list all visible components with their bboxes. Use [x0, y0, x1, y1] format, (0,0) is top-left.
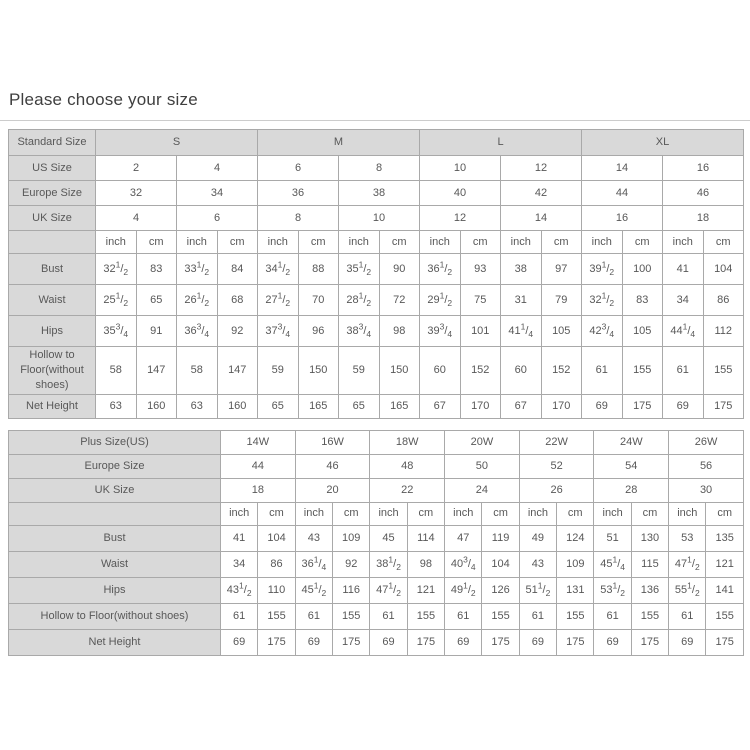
measure-value-cell: $49^1/_2$	[445, 577, 482, 603]
size-value-cell: 18	[663, 206, 744, 231]
measure-value-cell: 155	[706, 603, 744, 629]
size-value-cell: 6	[177, 206, 258, 231]
unit-label-cell: cm	[258, 502, 295, 525]
size-value-cell: 8	[339, 156, 420, 181]
measure-value-cell: $37^3/_4$	[258, 316, 299, 347]
size-group-cell: L	[420, 130, 582, 156]
unit-label-cell: inch	[669, 502, 706, 525]
measure-value-cell: $45^1/_4$	[594, 551, 631, 577]
size-value-cell: 42	[501, 181, 582, 206]
measure-value-cell: 93	[460, 254, 501, 285]
table-row	[9, 285, 744, 316]
measure-value-cell: 38	[501, 254, 542, 285]
measure-value-cell: 83	[622, 285, 663, 316]
measure-value-cell: 109	[557, 551, 594, 577]
unit-label-cell: inch	[370, 502, 407, 525]
row-label-cell: Europe Size	[9, 454, 221, 478]
size-value-cell: 30	[669, 478, 744, 502]
row-label-cell: Net Height	[9, 629, 221, 655]
size-value-cell: 4	[96, 206, 177, 231]
measure-value-cell: 86	[258, 551, 295, 577]
size-value-cell: 4	[177, 156, 258, 181]
measure-value-cell: 79	[541, 285, 582, 316]
measure-value-cell: 41	[663, 254, 704, 285]
size-value-cell: 22	[370, 478, 445, 502]
measure-value-cell: 152	[460, 347, 501, 395]
measure-value-cell: 41	[221, 525, 258, 551]
unit-label-cell: cm	[482, 502, 519, 525]
measure-value-cell: 60	[420, 347, 461, 395]
measure-value-cell: 100	[622, 254, 663, 285]
table-row	[9, 502, 744, 525]
measure-value-cell: 98	[407, 551, 444, 577]
measure-value-cell: 83	[136, 254, 177, 285]
size-value-cell: 44	[582, 181, 663, 206]
measure-value-cell: 155	[258, 603, 295, 629]
measure-value-cell: 69	[594, 629, 631, 655]
measure-value-cell: $36^3/_4$	[177, 316, 218, 347]
row-label-cell: Europe Size	[9, 181, 96, 206]
measure-value-cell: 155	[333, 603, 370, 629]
measure-value-cell: 109	[333, 525, 370, 551]
size-value-cell: 46	[663, 181, 744, 206]
measure-value-cell: 165	[379, 394, 420, 418]
standard-size-table	[8, 129, 744, 419]
measure-value-cell: $41^1/_4$	[501, 316, 542, 347]
measure-value-cell: 69	[663, 394, 704, 418]
plus-table-body	[9, 430, 744, 655]
unit-label-cell: inch	[594, 502, 631, 525]
unit-label-cell: inch	[501, 231, 542, 254]
measure-value-cell: 170	[460, 394, 501, 418]
size-group-cell: XL	[582, 130, 744, 156]
table-row	[9, 430, 744, 454]
measure-value-cell: 124	[557, 525, 594, 551]
table-row	[9, 394, 744, 418]
measure-value-cell: 155	[557, 603, 594, 629]
measure-value-cell: 84	[217, 254, 258, 285]
measure-value-cell: 34	[221, 551, 258, 577]
measure-value-cell: 175	[622, 394, 663, 418]
size-value-cell: 20	[295, 478, 370, 502]
measure-value-cell: 97	[541, 254, 582, 285]
measure-value-cell: 69	[295, 629, 332, 655]
measure-value-cell: 136	[631, 577, 668, 603]
measure-value-cell: $47^1/_2$	[370, 577, 407, 603]
size-value-cell: 32	[96, 181, 177, 206]
size-value-cell: 14W	[221, 430, 296, 454]
measure-value-cell: 175	[631, 629, 668, 655]
measure-value-cell: 61	[594, 603, 631, 629]
measure-value-cell: 69	[519, 629, 556, 655]
measure-value-cell: 69	[582, 394, 623, 418]
measure-value-cell: 155	[631, 603, 668, 629]
measure-value-cell: $39^3/_4$	[420, 316, 461, 347]
measure-value-cell: 175	[706, 629, 744, 655]
unit-label-cell: inch	[221, 502, 258, 525]
measure-value-cell: 116	[333, 577, 370, 603]
measure-value-cell: $36^1/_4$	[295, 551, 332, 577]
size-group-cell: S	[96, 130, 258, 156]
measure-value-cell: 112	[703, 316, 744, 347]
measure-value-cell: $44^1/_4$	[663, 316, 704, 347]
unit-label-cell: cm	[407, 502, 444, 525]
measure-value-cell: $36^1/_2$	[420, 254, 461, 285]
measure-value-cell: 86	[703, 285, 744, 316]
measure-value-cell: 61	[519, 603, 556, 629]
unit-label-cell: inch	[420, 231, 461, 254]
measure-value-cell: $39^1/_2$	[582, 254, 623, 285]
measure-value-cell: $32^1/_2$	[582, 285, 623, 316]
measure-value-cell: $40^3/_4$	[445, 551, 482, 577]
measure-value-cell: 155	[703, 347, 744, 395]
size-group-cell: M	[258, 130, 420, 156]
table-row	[9, 603, 744, 629]
size-value-cell: 6	[258, 156, 339, 181]
unit-label-cell: inch	[519, 502, 556, 525]
measure-value-cell: 67	[501, 394, 542, 418]
table-row	[9, 629, 744, 655]
measure-value-cell: $53^1/_2$	[594, 577, 631, 603]
measure-value-cell: 135	[706, 525, 744, 551]
table-row	[9, 478, 744, 502]
measure-value-cell: 63	[96, 394, 137, 418]
unit-label-cell: inch	[258, 231, 299, 254]
unit-label-cell: cm	[298, 231, 339, 254]
measure-value-cell: 91	[136, 316, 177, 347]
measure-value-cell: 61	[669, 603, 706, 629]
size-value-cell: 46	[295, 454, 370, 478]
measure-value-cell: 90	[379, 254, 420, 285]
unit-label-cell: inch	[177, 231, 218, 254]
measure-value-cell: 98	[379, 316, 420, 347]
measure-value-cell: 63	[177, 394, 218, 418]
table-row	[9, 130, 744, 156]
measure-value-cell: 51	[594, 525, 631, 551]
measure-value-cell: 152	[541, 347, 582, 395]
size-value-cell: 20W	[445, 430, 520, 454]
measure-value-cell: 115	[631, 551, 668, 577]
size-value-cell: 16	[582, 206, 663, 231]
size-value-cell: 12	[501, 156, 582, 181]
row-label-cell: Bust	[9, 254, 96, 285]
measure-value-cell: 67	[420, 394, 461, 418]
measure-value-cell: $33^1/_2$	[177, 254, 218, 285]
table-row	[9, 181, 744, 206]
measure-value-cell: 175	[407, 629, 444, 655]
row-label-cell: Waist	[9, 551, 221, 577]
measure-value-cell: 119	[482, 525, 519, 551]
measure-value-cell: 110	[258, 577, 295, 603]
measure-value-cell: 155	[622, 347, 663, 395]
measure-value-cell: 170	[541, 394, 582, 418]
unit-label-cell: cm	[706, 502, 744, 525]
measure-value-cell: 121	[407, 577, 444, 603]
measure-value-cell: 175	[258, 629, 295, 655]
measure-value-cell: $34^1/_2$	[258, 254, 299, 285]
row-label-cell: Hips	[9, 577, 221, 603]
measure-value-cell: 75	[460, 285, 501, 316]
unit-label-cell: inch	[582, 231, 623, 254]
measure-value-cell: 61	[370, 603, 407, 629]
measure-value-cell: $32^1/_2$	[96, 254, 137, 285]
size-value-cell: 22W	[519, 430, 594, 454]
row-label-cell: Hips	[9, 316, 96, 347]
measure-value-cell: 155	[407, 603, 444, 629]
measure-value-cell: 60	[501, 347, 542, 395]
unit-label-cell: cm	[622, 231, 663, 254]
unit-label-cell: cm	[541, 231, 582, 254]
unit-row-corner-cell	[9, 502, 221, 525]
measure-value-cell: 175	[557, 629, 594, 655]
measure-value-cell: 150	[379, 347, 420, 395]
measure-value-cell: $38^1/_2$	[370, 551, 407, 577]
page-title: Please choose your size	[9, 90, 198, 109]
size-value-cell: 40	[420, 181, 501, 206]
row-label-cell: Hollow to Floor(without shoes)	[9, 347, 96, 395]
measure-value-cell: 45	[370, 525, 407, 551]
measure-value-cell: 130	[631, 525, 668, 551]
measure-value-cell: 155	[482, 603, 519, 629]
unit-label-cell: cm	[136, 231, 177, 254]
row-label-cell: Plus Size(US)	[9, 430, 221, 454]
size-value-cell: 8	[258, 206, 339, 231]
size-value-cell: 14	[501, 206, 582, 231]
measure-value-cell: 147	[136, 347, 177, 395]
table-row	[9, 206, 744, 231]
row-label-cell: US Size	[9, 156, 96, 181]
table-row	[9, 525, 744, 551]
size-value-cell: 52	[519, 454, 594, 478]
unit-label-cell: inch	[339, 231, 380, 254]
measure-value-cell: $51^1/_2$	[519, 577, 556, 603]
standard-table-body	[9, 130, 744, 419]
measure-value-cell: 160	[217, 394, 258, 418]
size-value-cell: 10	[339, 206, 420, 231]
table-row	[9, 156, 744, 181]
measure-value-cell: $29^1/_2$	[420, 285, 461, 316]
row-label-cell: Waist	[9, 285, 96, 316]
measure-value-cell: 88	[298, 254, 339, 285]
size-value-cell: 24	[445, 478, 520, 502]
unit-label-cell: inch	[663, 231, 704, 254]
table-row	[9, 254, 744, 285]
measure-value-cell: 160	[136, 394, 177, 418]
measure-value-cell: 69	[445, 629, 482, 655]
size-value-cell: 26W	[669, 430, 744, 454]
measure-value-cell: 53	[669, 525, 706, 551]
unit-label-cell: inch	[295, 502, 332, 525]
size-value-cell: 44	[221, 454, 296, 478]
measure-value-cell: 92	[333, 551, 370, 577]
measure-value-cell: 70	[298, 285, 339, 316]
measure-value-cell: 43	[295, 525, 332, 551]
size-value-cell: 16W	[295, 430, 370, 454]
size-value-cell: 12	[420, 206, 501, 231]
divider	[0, 120, 750, 121]
table-row	[9, 347, 744, 395]
table-row	[9, 316, 744, 347]
measure-value-cell: 61	[582, 347, 623, 395]
measure-value-cell: 121	[706, 551, 744, 577]
measure-value-cell: 43	[519, 551, 556, 577]
table-row	[9, 454, 744, 478]
measure-value-cell: 165	[298, 394, 339, 418]
measure-value-cell: 59	[339, 347, 380, 395]
table-row	[9, 551, 744, 577]
measure-value-cell: 65	[136, 285, 177, 316]
size-value-cell: 28	[594, 478, 669, 502]
measure-value-cell: 141	[706, 577, 744, 603]
unit-label-cell: cm	[379, 231, 420, 254]
size-value-cell: 2	[96, 156, 177, 181]
row-label-cell: Bust	[9, 525, 221, 551]
measure-value-cell: 175	[482, 629, 519, 655]
size-value-cell: 10	[420, 156, 501, 181]
unit-label-cell: cm	[460, 231, 501, 254]
row-label-cell: UK Size	[9, 478, 221, 502]
measure-value-cell: $55^1/_2$	[669, 577, 706, 603]
measure-value-cell: 68	[217, 285, 258, 316]
measure-value-cell: 104	[258, 525, 295, 551]
unit-label-cell: inch	[96, 231, 137, 254]
unit-label-cell: cm	[631, 502, 668, 525]
measure-value-cell: 59	[258, 347, 299, 395]
row-label-cell: Hollow to Floor(without shoes)	[9, 603, 221, 629]
size-value-cell: 14	[582, 156, 663, 181]
unit-label-cell: cm	[217, 231, 258, 254]
measure-value-cell: $42^3/_4$	[582, 316, 623, 347]
table-row	[9, 231, 744, 254]
measure-value-cell: 114	[407, 525, 444, 551]
measure-value-cell: 61	[663, 347, 704, 395]
unit-label-cell: cm	[333, 502, 370, 525]
measure-value-cell: 101	[460, 316, 501, 347]
measure-value-cell: 104	[703, 254, 744, 285]
measure-value-cell: 175	[333, 629, 370, 655]
measure-value-cell: $27^1/_2$	[258, 285, 299, 316]
plus-size-table	[8, 430, 744, 656]
measure-value-cell: $25^1/_2$	[96, 285, 137, 316]
size-value-cell: 16	[663, 156, 744, 181]
measure-value-cell: 96	[298, 316, 339, 347]
measure-value-cell: 69	[221, 629, 258, 655]
size-value-cell: 48	[370, 454, 445, 478]
measure-value-cell: 34	[663, 285, 704, 316]
measure-value-cell: $35^3/_4$	[96, 316, 137, 347]
unit-label-cell: cm	[557, 502, 594, 525]
table-corner-cell: Standard Size	[9, 130, 96, 156]
size-value-cell: 36	[258, 181, 339, 206]
measure-value-cell: 150	[298, 347, 339, 395]
measure-value-cell: 58	[96, 347, 137, 395]
size-value-cell: 50	[445, 454, 520, 478]
measure-value-cell: 31	[501, 285, 542, 316]
measure-value-cell: 72	[379, 285, 420, 316]
measure-value-cell: $38^3/_4$	[339, 316, 380, 347]
measure-value-cell: $45^1/_2$	[295, 577, 332, 603]
row-label-cell: UK Size	[9, 206, 96, 231]
measure-value-cell: 175	[703, 394, 744, 418]
row-label-cell: Net Height	[9, 394, 96, 418]
measure-value-cell: 61	[295, 603, 332, 629]
measure-value-cell: 61	[221, 603, 258, 629]
size-value-cell: 38	[339, 181, 420, 206]
measure-value-cell: 49	[519, 525, 556, 551]
measure-value-cell: 65	[258, 394, 299, 418]
measure-value-cell: 105	[622, 316, 663, 347]
measure-value-cell: 69	[370, 629, 407, 655]
size-value-cell: 24W	[594, 430, 669, 454]
size-value-cell: 26	[519, 478, 594, 502]
size-value-cell: 34	[177, 181, 258, 206]
measure-value-cell: 47	[445, 525, 482, 551]
size-value-cell: 18	[221, 478, 296, 502]
size-value-cell: 54	[594, 454, 669, 478]
measure-value-cell: 65	[339, 394, 380, 418]
measure-value-cell: $35^1/_2$	[339, 254, 380, 285]
size-value-cell: 18W	[370, 430, 445, 454]
measure-value-cell: 147	[217, 347, 258, 395]
measure-value-cell: $26^1/_2$	[177, 285, 218, 316]
unit-row-corner-cell	[9, 231, 96, 254]
measure-value-cell: $47^1/_2$	[669, 551, 706, 577]
measure-value-cell: $28^1/_2$	[339, 285, 380, 316]
size-value-cell: 56	[669, 454, 744, 478]
unit-label-cell: inch	[445, 502, 482, 525]
measure-value-cell: 126	[482, 577, 519, 603]
unit-label-cell: cm	[703, 231, 744, 254]
measure-value-cell: 69	[669, 629, 706, 655]
measure-value-cell: 131	[557, 577, 594, 603]
measure-value-cell: $43^1/_2$	[221, 577, 258, 603]
measure-value-cell: 105	[541, 316, 582, 347]
measure-value-cell: 58	[177, 347, 218, 395]
measure-value-cell: 92	[217, 316, 258, 347]
table-row	[9, 577, 744, 603]
measure-value-cell: 61	[445, 603, 482, 629]
measure-value-cell: 104	[482, 551, 519, 577]
